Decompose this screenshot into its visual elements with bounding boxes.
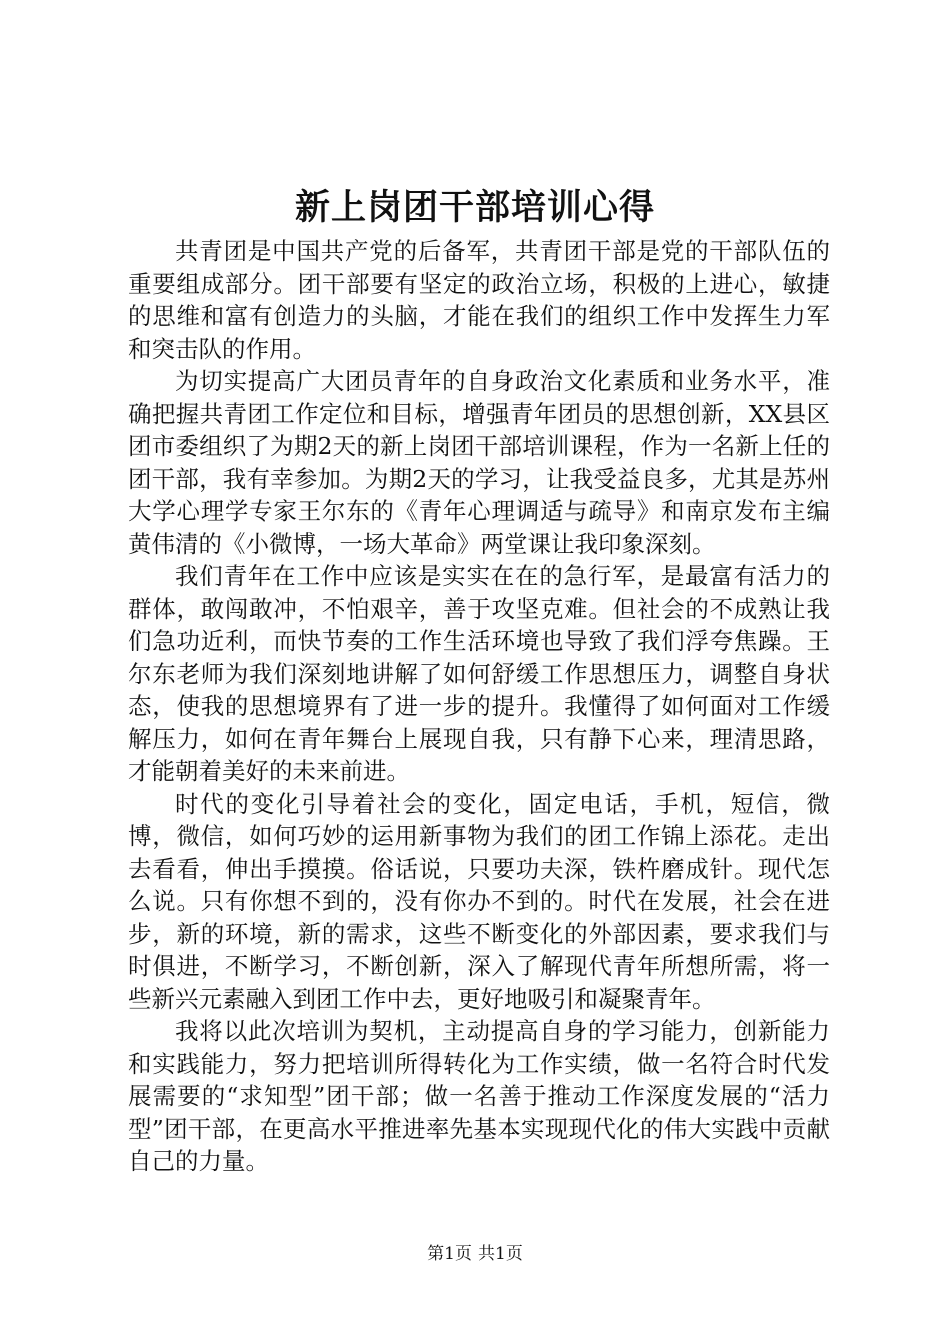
page-number: 第1页 <box>427 1244 472 1264</box>
document-title: 新上岗团干部培训心得 <box>294 187 655 228</box>
paragraph-1: 共青团是中国共产党的后备军，共青团干部是党的干部队伍的重要组成部分。团干部要有坚定的政治立场，积极的上进心，敏捷的思维和富有创造力的头脑，才能在我们的组织工作中发挥生力军和突击队的作用。 <box>128 237 830 363</box>
paragraph-5: 我将以此次培训为契机，主动提高自身的学习能力，创新能力和实践能力，努力把培训所得转化为工作实绩，做一名符合时代发展需要的“求知型”团干部；做一名善于推动工作深度发展的“活力型”团干部，在更高水平推进率先基本实现现代化的伟大实践中贡献自己的力量。 <box>128 1017 830 1175</box>
paragraph-4: 时代的变化引导着社会的变化，固定电话，手机，短信，微博，微信，如何巧妙的运用新事物为我们的团工作锦上添花。走出去看看，伸出手摸摸。俗话说，只要功夫深，铁杵磨成针。现代怎么说。只有你想不到的，没有你办不到的。时代在发展，社会在进步，新的环境，新的需求，这些不断变化的外部因素，要求我们与时俱进，不断学习，不断创新，深入了解现代青年所想所需，将一些新兴元素融入到团工作中去，更好地吸引和凝聚青年。 <box>128 789 830 1013</box>
page-total: 共1页 <box>478 1244 523 1264</box>
document-body <box>128 235 830 1178</box>
paragraph-2: 为切实提高广大团员青年的自身政治文化素质和业务水平，准确把握共青团工作定位和目标，增强青年团员的思想创新，XX县区团市委组织了为期2天的新上岗团干部培训课程，作为一名新上任的团干部，我有幸参加。为期2天的学习，让我受益良多，尤其是苏州大学心理学专家王尔东的《青年心理调适与疏导》和南京发布主编黄伟清的《小微博，一场大革命》两堂课让我印象深刻。 <box>128 367 830 558</box>
paragraph-3: 我们青年在工作中应该是实实在在的急行军，是最富有活力的群体，敢闯敢冲，不怕艰辛，善于攻坚克难。但社会的不成熟让我们急功近利，而快节奏的工作生活环境也导致了我们浮夸焦躁。王尔东老师为我们深刻地讲解了如何舒缓工作思想压力，调整自身状态，使我的思想境界有了进一步的提升。我懂得了如何面对工作缓解压力，如何在青年舞台上展现自我，只有静下心来，理清思路，才能朝着美好的未来前进。 <box>128 562 830 785</box>
page-footer <box>0 1242 950 1266</box>
